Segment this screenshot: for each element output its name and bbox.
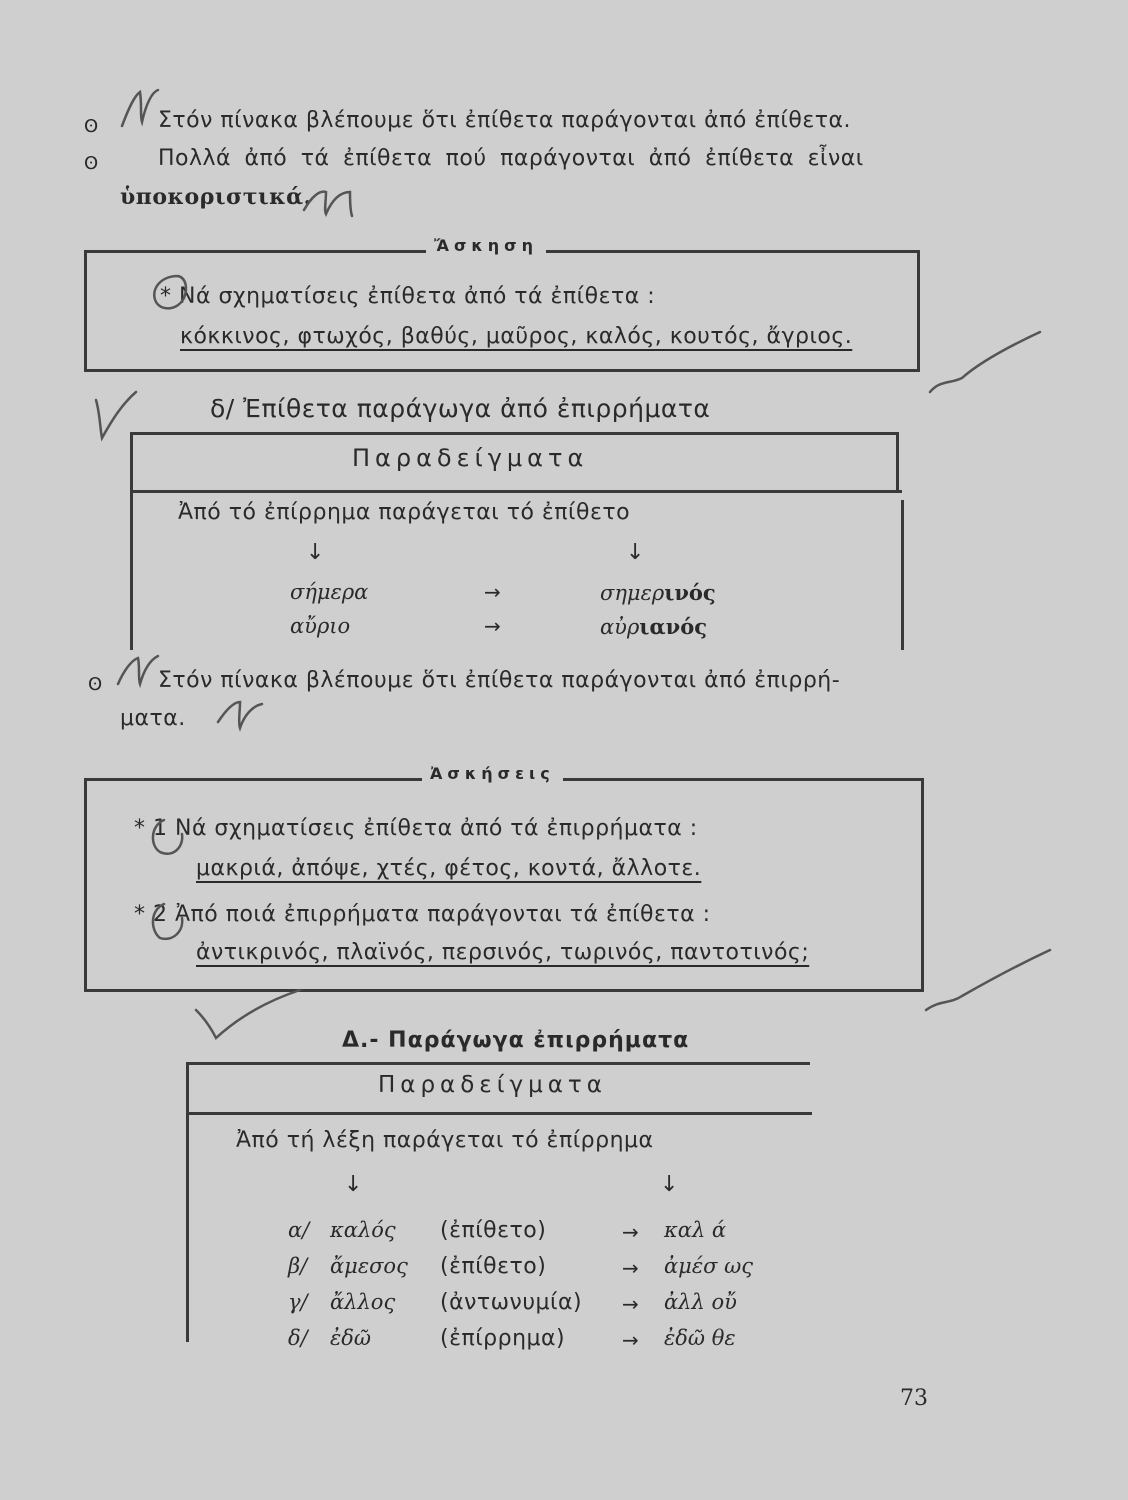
row-arrow-2: → xyxy=(484,614,501,638)
result-adverb: ἐδῶ θε xyxy=(664,1326,736,1350)
result-adverb: ἀλλ οὔ xyxy=(664,1290,737,1314)
observation-3b: ματα. xyxy=(120,706,186,731)
exercise-title: Ἄσκηση xyxy=(426,236,546,255)
observation-1: Στόν πίνακα βλέπουμε ὅτι ἐπίθετα παράγονται ἀπό ἐπίθετα. xyxy=(158,108,851,133)
row-arrow: → xyxy=(622,1328,639,1352)
exercise-item-2-words: ἀντικρινός, πλαϊνός, περσινός, τωρινός, παντοτινός; xyxy=(196,940,810,965)
down-arrow-2-right: ↓ xyxy=(660,1172,679,1197)
observation-3a: Στόν πίνακα βλέπουμε ὅτι ἐπίθετα παράγονται ἀπό ἐπιρρή- xyxy=(158,668,841,693)
word-type: (ἐπίθετο) xyxy=(440,1254,547,1279)
page-number: 73 xyxy=(900,1386,928,1411)
handwritten-circle-mark xyxy=(153,904,182,939)
exercise-item-2: * 2 Ἀπό ποιά ἐπιρρήματα παράγονται τά ἐπίθετα : xyxy=(134,902,711,927)
bullet-3: ʘ xyxy=(88,674,103,695)
adjective-1-suffix: ινός xyxy=(664,580,716,605)
adverb-2: αὔριο xyxy=(290,614,351,638)
handwritten-circle-mark xyxy=(153,820,182,854)
exercises-title: Ἀσκήσεις xyxy=(422,764,563,783)
word-type: (ἐπίρρημα) xyxy=(440,1326,566,1351)
word-type: (ἐπίθετο) xyxy=(440,1218,547,1243)
bullet-1: ʘ xyxy=(84,116,99,137)
row-label: β/ xyxy=(288,1254,308,1278)
table-intro: Ἀπό τό ἐπίρρημα παράγεται τό ἐπίθετο xyxy=(178,500,631,525)
exercise-item-1-words: μακριά, ἀπόψε, χτές, φέτος, κοντά, ἄλλοτε. xyxy=(196,856,702,881)
source-word: καλός xyxy=(330,1218,396,1242)
exercise-item-1: * 1 Νά σχηματίσεις ἐπίθετα ἀπό τά ἐπιρρήματα : xyxy=(134,816,698,841)
handwritten-check-mark xyxy=(926,950,1050,1010)
row-arrow: → xyxy=(622,1256,639,1280)
result-adverb: ἀμέσ ως xyxy=(664,1254,753,1278)
row-label: α/ xyxy=(288,1218,310,1242)
observation-2b: ὑποκοριστικά. xyxy=(120,184,312,210)
handwritten-m-mark xyxy=(218,702,262,728)
row-label: γ/ xyxy=(288,1290,308,1314)
bullet-2: ʘ xyxy=(84,153,99,174)
table2-title: Παραδείγματα xyxy=(378,1072,607,1098)
handwritten-check-mark xyxy=(196,990,300,1038)
exercise-words: κόκκινος, φτωχός, βαθύς, μαῦρος, καλός, κουτός, ἄγριος. xyxy=(180,324,853,349)
word-type: (ἀντωνυμία) xyxy=(440,1290,583,1315)
adjective-2-suffix: ιανός xyxy=(639,614,707,639)
down-arrow-2-left: ↓ xyxy=(344,1172,363,1197)
row-label: δ/ xyxy=(288,1326,308,1350)
handwritten-check-mark xyxy=(930,332,1040,392)
handwritten-check-mark xyxy=(96,392,136,438)
exercise-instruction: * Νά σχηματίσεις ἐπίθετα ἀπό τά ἐπίθετα : xyxy=(160,284,656,309)
table-title: Παραδείγματα xyxy=(352,444,589,472)
row-arrow-1: → xyxy=(484,580,501,604)
adjective-1-stem: σημερ xyxy=(600,581,665,605)
down-arrow-right: ↓ xyxy=(626,540,645,565)
row-arrow: → xyxy=(622,1220,639,1244)
row-arrow: → xyxy=(622,1292,639,1316)
adjective-2-stem: αὐρ xyxy=(600,615,640,639)
section-heading-D: Δ.- Παράγωγα ἐπιρρήματα xyxy=(342,1028,690,1053)
handwritten-m-mark xyxy=(304,192,352,216)
section-heading-delta: δ/ Ἐπίθετα παράγωγα ἀπό ἐπιρρήματα xyxy=(210,394,711,423)
adverb-1: σήμερα xyxy=(290,580,369,604)
handwritten-circle-mark xyxy=(154,276,186,308)
table2-intro: Ἀπό τή λέξη παράγεται τό ἐπίρρημα xyxy=(236,1128,654,1153)
result-adverb: καλ ά xyxy=(664,1218,727,1242)
handwritten-m-mark xyxy=(118,656,158,684)
down-arrow-left: ↓ xyxy=(306,540,325,565)
source-word: ἄλλος xyxy=(330,1290,396,1314)
source-word: ἄμεσος xyxy=(330,1254,408,1278)
source-word: ἐδῶ xyxy=(330,1326,372,1350)
observation-2a: Πολλά ἀπό τά ἐπίθετα πού παράγονται ἀπό ἐπίθετα εἶναι xyxy=(158,146,864,171)
handwritten-m-mark xyxy=(122,90,158,126)
